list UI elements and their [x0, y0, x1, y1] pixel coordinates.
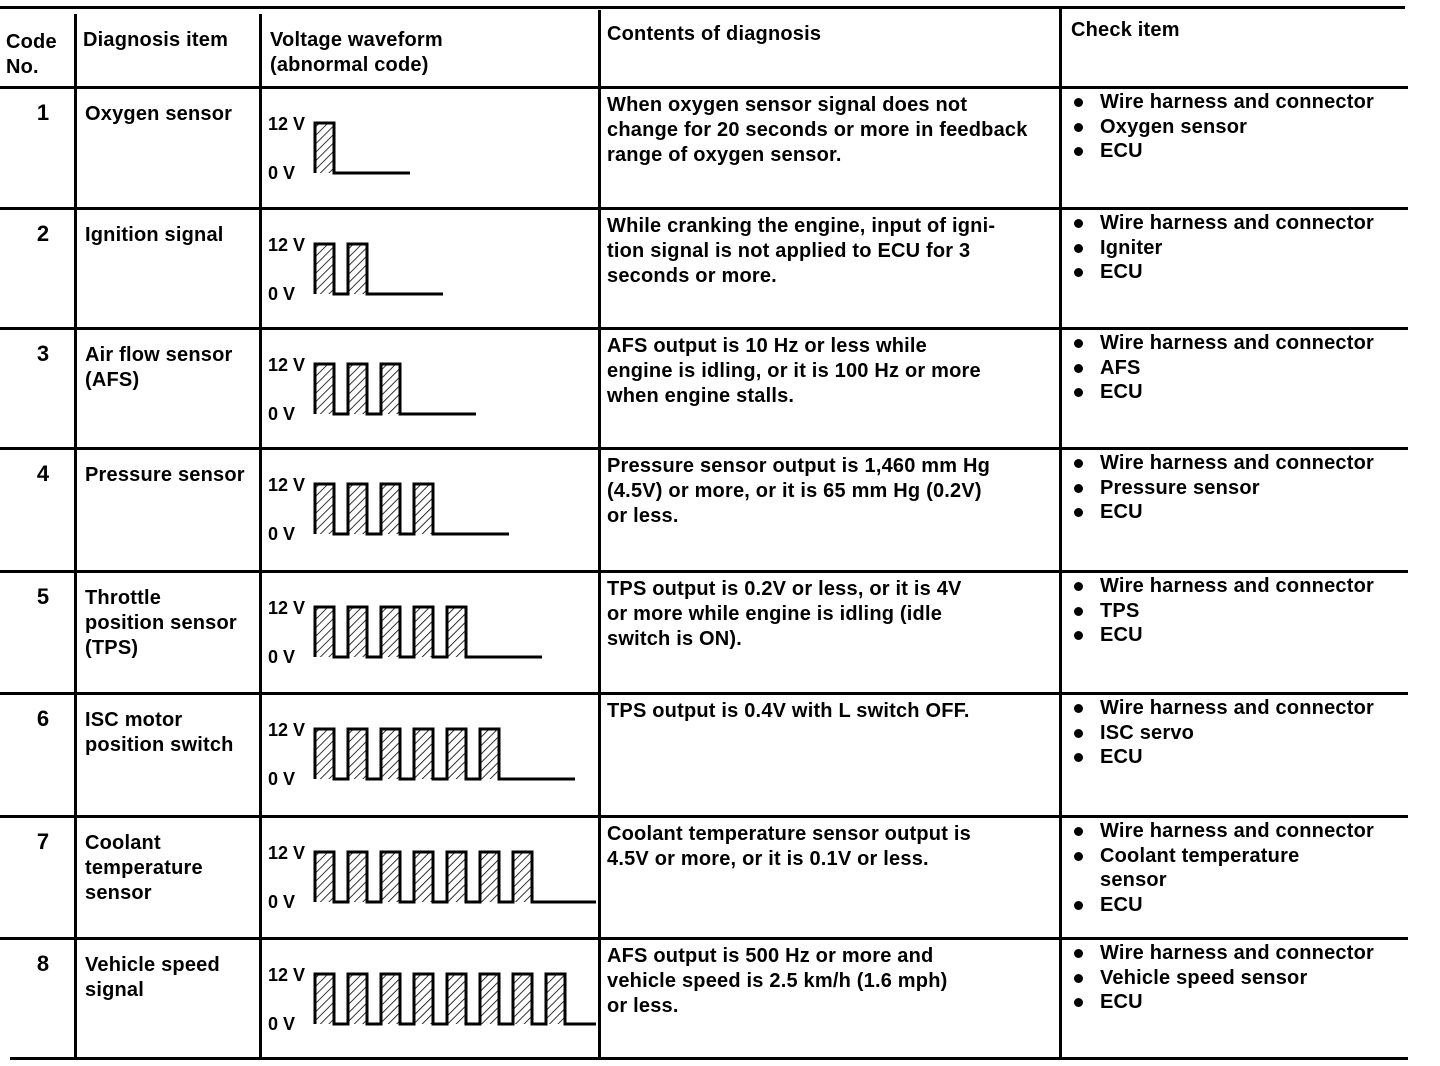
check-item	[1070, 941, 1408, 966]
bullet-icon	[1074, 147, 1083, 156]
check-item-label: Igniter	[1100, 236, 1163, 259]
diagnosis-contents: Pressure sensor output is 1,460 mm Hg (4.5V) or more, or it is 65 mm Hg (0.2V) or less.	[607, 455, 991, 527]
waveform-high-label: 12 V	[268, 843, 306, 863]
check-item-label: Vehicle speed sensor	[1100, 966, 1308, 989]
check-item-label: ECU	[1100, 746, 1143, 768]
check-item	[1070, 893, 1408, 918]
bullet-icon	[1074, 704, 1083, 713]
check-item-label: ECU	[1100, 381, 1143, 403]
diagnosis-item: Air flow sensor (AFS)	[85, 344, 233, 391]
check-item-label: Wire harness and connector	[1100, 212, 1374, 234]
check-item-label: ECU	[1100, 991, 1143, 1013]
check-list	[1070, 941, 1408, 1015]
waveform-high-label: 12 V	[268, 114, 306, 134]
waveform-low-label: 0 V	[268, 1014, 296, 1034]
row-rule-7	[0, 937, 1408, 940]
diagnosis-contents: While cranking the engine, input of igni- tion signal is not applied to ECU for 3 seconds or more.	[607, 215, 996, 287]
diagnosis-item: ISC motor position switch	[85, 709, 234, 756]
voltage-waveform	[266, 959, 596, 1049]
header-code: Code No.	[6, 31, 57, 78]
waveform-pulse	[348, 729, 367, 779]
bullet-icon	[1074, 582, 1083, 591]
waveform-low-label: 0 V	[268, 163, 296, 183]
waveform-high-label: 12 V	[268, 598, 306, 618]
waveform-pulse	[513, 974, 532, 1024]
waveform-pulse	[447, 607, 466, 657]
check-item-label: ECU	[1100, 501, 1143, 523]
bullet-icon	[1074, 852, 1083, 861]
waveform-pulse	[315, 852, 334, 902]
waveform-pulse	[414, 729, 433, 779]
check-item	[1070, 966, 1408, 991]
bullet-icon	[1074, 949, 1083, 958]
check-item-label: ECU	[1100, 624, 1143, 646]
check-item	[1070, 356, 1408, 381]
top-rule	[0, 6, 1405, 9]
bullet-icon	[1074, 998, 1083, 1007]
bullet-icon	[1074, 123, 1083, 132]
diagnosis-contents: Coolant temperature sensor output is 4.5V or more, or it is 0.1V or less.	[607, 823, 971, 870]
waveform-pulse	[348, 484, 367, 534]
voltage-waveform	[266, 349, 596, 439]
check-list	[1070, 696, 1408, 770]
waveform-pulse	[315, 484, 334, 534]
check-item	[1070, 236, 1408, 261]
waveform-pulse	[447, 729, 466, 779]
bullet-icon	[1074, 827, 1083, 836]
voltage-waveform	[266, 469, 596, 559]
waveform-high-label: 12 V	[268, 355, 306, 375]
waveform-pulse	[381, 607, 400, 657]
bullet-icon	[1074, 729, 1083, 738]
voltage-waveform	[266, 229, 596, 319]
diagnosis-contents: AFS output is 500 Hz or more and vehicle speed is 2.5 km/h (1.6 mph) or less.	[607, 945, 948, 1017]
check-item-label: Coolant temperature sensor	[1100, 844, 1300, 891]
bullet-icon	[1074, 339, 1083, 348]
bullet-icon	[1074, 459, 1083, 468]
waveform-low-label: 0 V	[268, 892, 296, 912]
diagnosis-item: Vehicle speed signal	[85, 954, 220, 1001]
voltage-waveform	[266, 837, 596, 927]
check-item-label: Wire harness and connector	[1100, 697, 1374, 719]
check-item	[1070, 260, 1408, 285]
bottom-rule	[10, 1057, 1408, 1060]
bullet-icon	[1074, 508, 1083, 517]
check-item	[1070, 211, 1408, 236]
check-item	[1070, 500, 1408, 525]
code-number: 3	[36, 341, 50, 366]
check-list	[1070, 90, 1408, 164]
check-item	[1070, 90, 1408, 115]
check-item	[1070, 139, 1408, 164]
col-rule-3	[598, 10, 601, 1060]
check-item	[1070, 696, 1408, 721]
diagnosis-contents: When oxygen sensor signal does not change for 20 seconds or more in feedback range of oxygen sensor.	[607, 94, 1028, 166]
code-number: 1	[36, 100, 50, 125]
waveform-pulse	[315, 123, 334, 173]
check-item	[1070, 451, 1408, 476]
row-rule-2	[0, 327, 1408, 330]
col-rule-2	[259, 14, 262, 1060]
bullet-icon	[1074, 268, 1083, 277]
check-item	[1070, 331, 1408, 356]
waveform-low-label: 0 V	[268, 524, 296, 544]
diagnosis-item: Oxygen sensor	[85, 103, 233, 125]
voltage-waveform	[266, 108, 596, 198]
waveform-high-label: 12 V	[268, 475, 306, 495]
waveform-trace	[315, 244, 443, 294]
diagnosis-item: Ignition signal	[85, 224, 224, 246]
waveform-pulse	[348, 974, 367, 1024]
diagnosis-contents: AFS output is 10 Hz or less while engine is idling, or it is 100 Hz or more when engine stalls.	[607, 335, 981, 407]
check-item	[1070, 623, 1408, 648]
waveform-pulse	[315, 729, 334, 779]
check-item	[1070, 380, 1408, 405]
header-diagnosis-item: Diagnosis item	[83, 29, 229, 51]
waveform-pulse	[315, 244, 334, 294]
waveform-high-label: 12 V	[268, 235, 306, 255]
col-rule-1	[74, 14, 77, 1060]
waveform-low-label: 0 V	[268, 647, 296, 667]
waveform-low-label: 0 V	[268, 404, 296, 424]
waveform-high-label: 12 V	[268, 720, 306, 740]
waveform-pulse	[315, 607, 334, 657]
check-item-label: ECU	[1100, 261, 1143, 283]
waveform-pulse	[315, 364, 334, 414]
waveform-pulse	[447, 974, 466, 1024]
row-rule-4	[0, 570, 1408, 573]
code-number: 7	[36, 829, 50, 854]
waveform-pulse	[480, 729, 499, 779]
waveform-pulse	[381, 364, 400, 414]
check-item	[1070, 721, 1408, 746]
check-item	[1070, 990, 1408, 1015]
bullet-icon	[1074, 364, 1083, 373]
bullet-icon	[1074, 901, 1083, 910]
bullet-icon	[1074, 753, 1083, 762]
waveform-high-label: 12 V	[268, 965, 306, 985]
check-item-label: Oxygen sensor	[1100, 115, 1248, 138]
waveform-pulse	[315, 974, 334, 1024]
header-voltage-waveform: Voltage waveform (abnormal code)	[270, 29, 443, 76]
diagnosis-contents: TPS output is 0.4V with L switch OFF.	[607, 700, 970, 722]
waveform-pulse	[414, 852, 433, 902]
bullet-icon	[1074, 607, 1083, 616]
bullet-icon	[1074, 484, 1083, 493]
check-item-label: AFS	[1100, 356, 1141, 379]
check-item	[1070, 844, 1408, 893]
code-number: 6	[36, 706, 50, 731]
check-item-label: Wire harness and connector	[1100, 452, 1374, 474]
bullet-icon	[1074, 974, 1083, 983]
check-item	[1070, 599, 1408, 624]
check-list	[1070, 211, 1408, 285]
check-item-label: Pressure sensor	[1100, 476, 1260, 499]
check-item	[1070, 115, 1408, 140]
check-item	[1070, 819, 1408, 844]
waveform-pulse	[414, 484, 433, 534]
code-number: 2	[36, 221, 50, 246]
waveform-pulse	[381, 974, 400, 1024]
waveform-pulse	[546, 974, 565, 1024]
voltage-waveform	[266, 592, 596, 682]
waveform-pulse	[348, 364, 367, 414]
check-item-label: ECU	[1100, 893, 1143, 916]
check-item-label: Wire harness and connector	[1100, 91, 1374, 113]
diagnosis-item: Throttle position sensor (TPS)	[85, 587, 237, 659]
check-list	[1070, 819, 1408, 917]
code-number: 8	[36, 951, 50, 976]
waveform-pulse	[348, 852, 367, 902]
check-list	[1070, 574, 1408, 648]
check-item-label: Wire harness and connector	[1100, 942, 1374, 964]
voltage-waveform	[266, 714, 596, 804]
header-contents: Contents of diagnosis	[607, 23, 822, 45]
check-item-label: ISC servo	[1100, 721, 1195, 744]
check-item-label: Wire harness and connector	[1100, 332, 1374, 354]
check-item-label: ECU	[1100, 140, 1143, 162]
row-rule-3	[0, 447, 1408, 450]
waveform-low-label: 0 V	[268, 284, 296, 304]
row-rule-6	[0, 815, 1408, 818]
col-rule-4	[1059, 6, 1062, 1060]
waveform-pulse	[414, 974, 433, 1024]
waveform-low-label: 0 V	[268, 769, 296, 789]
check-item	[1070, 745, 1408, 770]
header-check-item: Check item	[1071, 19, 1180, 41]
diagnosis-contents: TPS output is 0.2V or less, or it is 4V or more while engine is idling (idle switch is ON).	[607, 578, 962, 650]
check-list	[1070, 331, 1408, 405]
waveform-trace	[315, 484, 509, 534]
code-number: 4	[36, 461, 50, 486]
diagnosis-item: Pressure sensor	[85, 464, 245, 486]
waveform-pulse	[381, 852, 400, 902]
check-list	[1070, 451, 1408, 525]
code-number: 5	[36, 584, 50, 609]
waveform-pulse	[447, 852, 466, 902]
header-rule	[0, 86, 1408, 89]
diagnosis-item: Coolant temperature sensor	[85, 832, 203, 904]
check-item-label: TPS	[1100, 599, 1140, 622]
check-item	[1070, 476, 1408, 501]
bullet-icon	[1074, 244, 1083, 253]
waveform-pulse	[513, 852, 532, 902]
check-item	[1070, 574, 1408, 599]
waveform-pulse	[480, 852, 499, 902]
waveform-pulse	[348, 607, 367, 657]
waveform-pulse	[348, 244, 367, 294]
waveform-pulse	[381, 484, 400, 534]
row-rule-5	[0, 692, 1408, 695]
check-item-label: Wire harness and connector	[1100, 820, 1374, 842]
bullet-icon	[1074, 98, 1083, 107]
waveform-pulse	[480, 974, 499, 1024]
row-rule-1	[0, 207, 1408, 210]
waveform-pulse	[381, 729, 400, 779]
waveform-pulse	[414, 607, 433, 657]
check-item-label: Wire harness and connector	[1100, 575, 1374, 597]
bullet-icon	[1074, 219, 1083, 228]
bullet-icon	[1074, 631, 1083, 640]
bullet-icon	[1074, 388, 1083, 397]
